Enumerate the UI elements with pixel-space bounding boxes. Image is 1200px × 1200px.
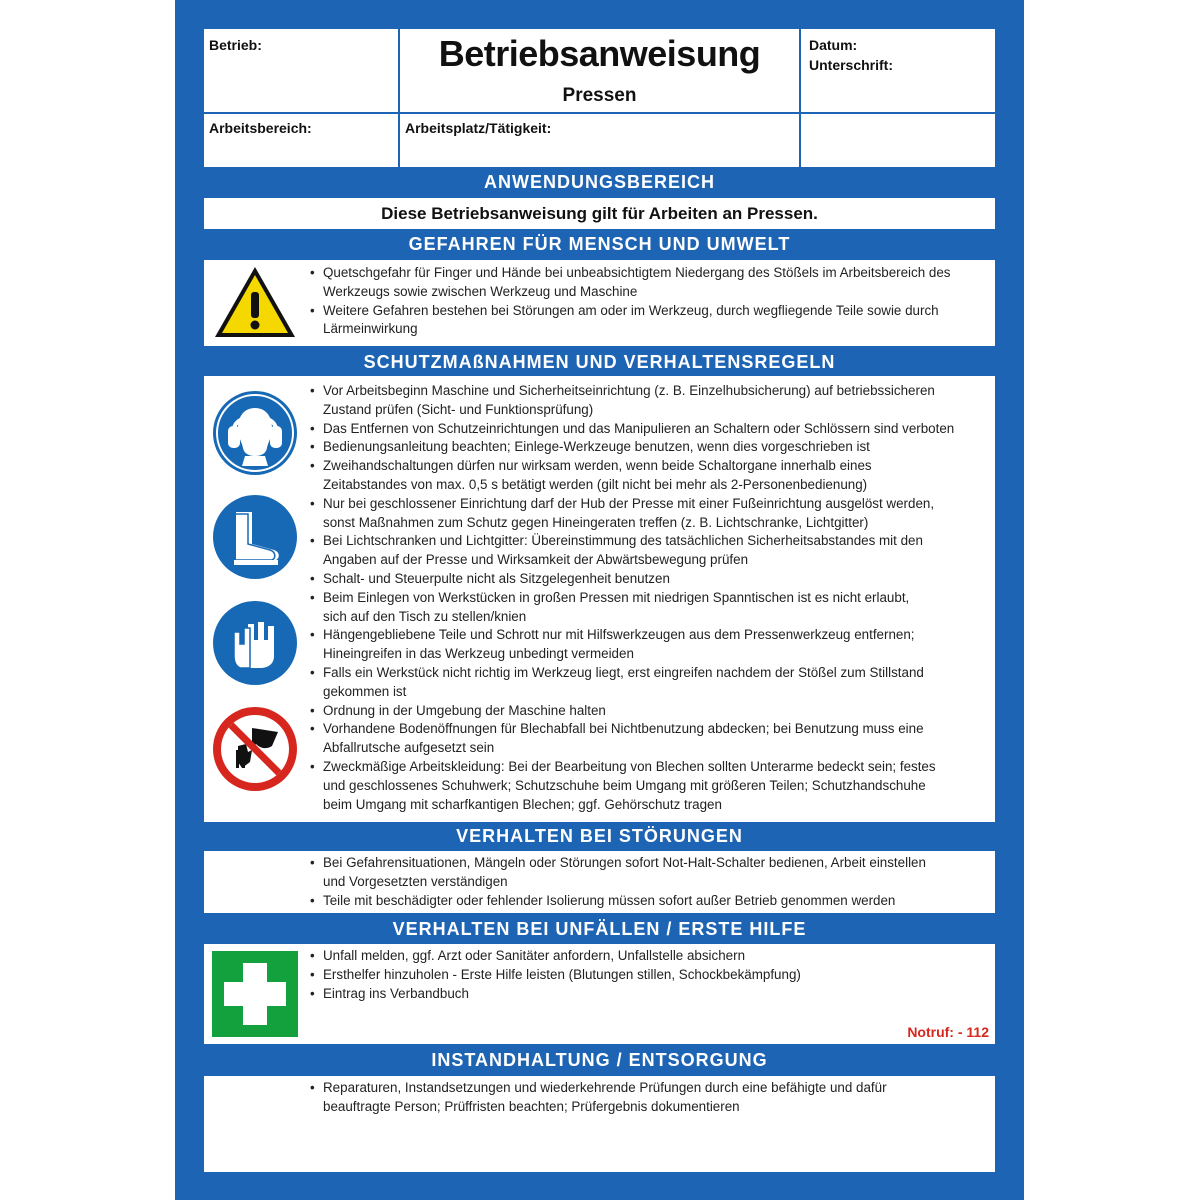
list-item-line: und Vorgesetzten verständigen: [323, 873, 508, 889]
list-item-line: Falls ein Werkstück nicht richtig im Werkzeug liegt, erst eingreifen nachdem der Stößel zum Stillstand: [323, 664, 924, 680]
list-item: [310, 720, 954, 758]
page-subtitle: Pressen: [562, 85, 637, 106]
list-item-line: Teile mit beschädigter oder fehlender Isolierung müssen sofort außer Betrieb genommen werden: [323, 892, 896, 908]
list-item-line: Reparaturen, Instandsetzungen und wiederkehrende Prüfungen durch eine befähigte und dafür: [323, 1080, 887, 1095]
list-item: [310, 264, 951, 302]
datum-label: Datum:: [809, 37, 858, 53]
first-aid-icon: [212, 951, 298, 1037]
list-item-line: Quetschgefahr für Finger und Hände bei unbeabsichtigtem Niedergang des Stößels im Arbeitsbereich des: [323, 265, 951, 280]
list-item: [310, 947, 801, 966]
list-item-line: Bedienungsanleitung beachten; Einlege-Werkzeuge benutzen, wenn dies vorgeschrieben ist: [323, 439, 870, 455]
list-item: [310, 438, 954, 457]
list-item-line: Lärmeinwirkung: [323, 321, 418, 337]
instandhaltung-list: [310, 1079, 887, 1117]
list-item: [310, 589, 954, 627]
schutz-heading: SCHUTZMAßNAHMEN UND VERHALTENSREGELN: [363, 352, 836, 372]
arbeitsbereich-field: [204, 114, 398, 167]
list-item-line: Unfall melden, ggf. Arzt oder Sanitäter anfordern, Unfallstelle absichern: [323, 948, 746, 963]
list-item-line: beim Umgang mit scharfkantigen Blechen; ggf. Gehörschutz tragen: [323, 796, 722, 812]
title-box: [400, 29, 799, 112]
list-item-line: Hineingreifen in das Werkzeug unbedingt vermeiden: [323, 646, 634, 662]
list-item: [310, 570, 954, 589]
list-item-line: Das Entfernen von Schutzeinrichtungen und das Manipulieren an Schaltern oder Schlössern sind verboten: [323, 420, 955, 436]
list-item: [310, 664, 954, 702]
warning-triangle-icon: [212, 264, 298, 340]
arbeitsplatz-field: [400, 114, 799, 167]
arbeitsbereich-label: Arbeitsbereich:: [209, 120, 312, 136]
protective-gloves-icon: [212, 600, 298, 686]
list-item-line: Werkzeugs sowie zwischen Werkzeug und Maschine: [323, 283, 638, 299]
arbeitsplatz-label: Arbeitsplatz/Tätigkeit:: [405, 120, 552, 136]
list-item: [310, 854, 926, 892]
stoerungen-heading: VERHALTEN BEI STÖRUNGEN: [456, 826, 743, 846]
list-item: [310, 1079, 887, 1117]
instandhaltung-heading: INSTANDHALTUNG / ENTSORGUNG: [431, 1050, 768, 1070]
ear-protection-icon: [212, 390, 298, 476]
list-item-line: Ersthelfer hinzuholen - Erste Hilfe leisten (Blutungen stillen, Schockbekämpfung): [323, 966, 801, 982]
list-item-line: Schalt- und Steuerpulte nicht als Sitzgelegenheit benutzen: [323, 570, 670, 586]
list-item-line: Vor Arbeitsbeginn Maschine und Sicherheitseinrichtung (z. B. Einzelhubsicherung) auf betriebssicheren: [323, 383, 935, 398]
list-item-line: Weitere Gefahren bestehen bei Störungen am oder im Werkzeug, durch wegfliegende Teile sowie durch: [323, 302, 939, 318]
list-item-line: Bei Lichtschranken und Lichtgitter: Übereinstimmung des tatsächlichen Sicherheitsabstandes mit den: [323, 533, 923, 549]
list-item-line: Eintrag ins Verbandbuch: [323, 985, 469, 1001]
list-item-line: beauftragte Person; Prüffristen beachten; Prüfergebnis dokumentieren: [323, 1098, 740, 1114]
list-item-line: Zweckmäßige Arbeitskleidung: Bei der Bearbeitung von Blechen sollten Unterarme bedeckt sein; festes: [323, 758, 936, 774]
list-item-line: Ordnung in der Umgebung der Maschine halten: [323, 702, 606, 718]
list-item-line: Zweihandschaltungen dürfen nur wirksam werden, wenn beide Schaltorgane innerhalb eines: [323, 458, 872, 474]
list-item-line: Hängengebliebene Teile und Schrott nur mit Hilfswerkzeugen aus dem Pressenwerkzeug entfernen;: [323, 627, 915, 643]
list-item: [310, 495, 954, 533]
list-item: [310, 457, 954, 495]
list-item: [310, 626, 954, 664]
list-item: [310, 420, 954, 439]
gefahren-box: [204, 260, 995, 346]
schutz-list: [310, 382, 954, 814]
list-item: [310, 758, 954, 814]
notruf-number: Notruf: - 112: [907, 1024, 989, 1040]
unterschrift-label: Unterschrift:: [809, 57, 894, 73]
list-item-line: Nur bei geschlossener Einrichtung darf der Hub der Presse mit einer Fußeinrichtung ausgelöst werden,: [323, 495, 935, 511]
list-item-line: sonst Maßnahmen zum Schutz gegen Hineingeraten treffen (z. B. Lichtschranke, Lichtgitter): [323, 514, 869, 530]
gefahren-heading: GEFAHREN FÜR MENSCH UND UMWELT: [408, 234, 791, 254]
unfaelle-heading: VERHALTEN BEI UNFÄLLEN / ERSTE HILFE: [392, 919, 807, 939]
list-item-line: Angaben auf der Presse und Wirksamkeit der Abwärtsbewegung prüfen: [323, 552, 749, 568]
list-item-line: Zeitabstandes von max. 0,5 s betätigt werden (gilt nicht bei mehr als 2-Personenbedienung): [323, 476, 868, 492]
anwendungsbereich-heading: ANWENDUNGSBEREICH: [483, 172, 715, 192]
list-item: [310, 702, 954, 721]
list-item-line: Bei Gefahrensituationen, Mängeln oder Störungen sofort Not-Halt-Schalter bedienen, Arbeit einstellen: [323, 855, 926, 870]
betriebsanweisung-sheet: [175, 0, 1024, 1200]
list-item: [310, 892, 926, 911]
list-item: [310, 302, 951, 340]
unfaelle-box: [204, 944, 995, 1044]
schutz-box: [204, 376, 995, 822]
safety-boots-icon: [212, 494, 298, 580]
page-title: Betriebsanweisung: [438, 33, 761, 74]
anwendungsbereich-text: Diese Betriebsanweisung gilt für Arbeiten an Pressen.: [381, 204, 818, 223]
betrieb-label: Betrieb:: [209, 37, 262, 53]
no-reaching-in-icon: [212, 706, 298, 792]
gefahren-list: [310, 264, 951, 339]
list-item-line: Vorhandene Bodenöffnungen für Blechabfall bei Nichtbenutzung abdecken; bei Benutzung muss eine: [323, 721, 924, 737]
instandhaltung-box: [204, 1076, 995, 1172]
list-item-line: Beim Einlegen von Werkstücken in großen Pressen mit niedrigen Spanntischen ist es nicht erlaubt,: [323, 589, 910, 605]
list-item-line: Abfallrutsche aufgesetzt sein: [323, 740, 495, 756]
list-item-line: sich auf den Tisch zu stellen/knien: [323, 608, 527, 624]
stoerungen-box: [204, 851, 995, 913]
datum-field: [801, 29, 995, 112]
list-item-line: gekommen ist: [323, 683, 407, 699]
list-item: [310, 382, 954, 420]
stoerungen-list: [310, 854, 926, 910]
list-item-line: und geschlossenes Schuhwerk; Schutzschuhe beim Umgang mit größeren Teilen; Schutzhandschuhe: [323, 777, 926, 793]
blank-field: [801, 114, 995, 167]
betrieb-field: [204, 29, 398, 112]
list-item: [310, 985, 801, 1004]
anwendungsbereich-box: [204, 198, 995, 229]
list-item: [310, 532, 954, 570]
unfaelle-list: [310, 947, 801, 1003]
list-item: [310, 966, 801, 985]
list-item-line: Zustand prüfen (Sicht- und Funktionsprüfung): [323, 401, 594, 417]
